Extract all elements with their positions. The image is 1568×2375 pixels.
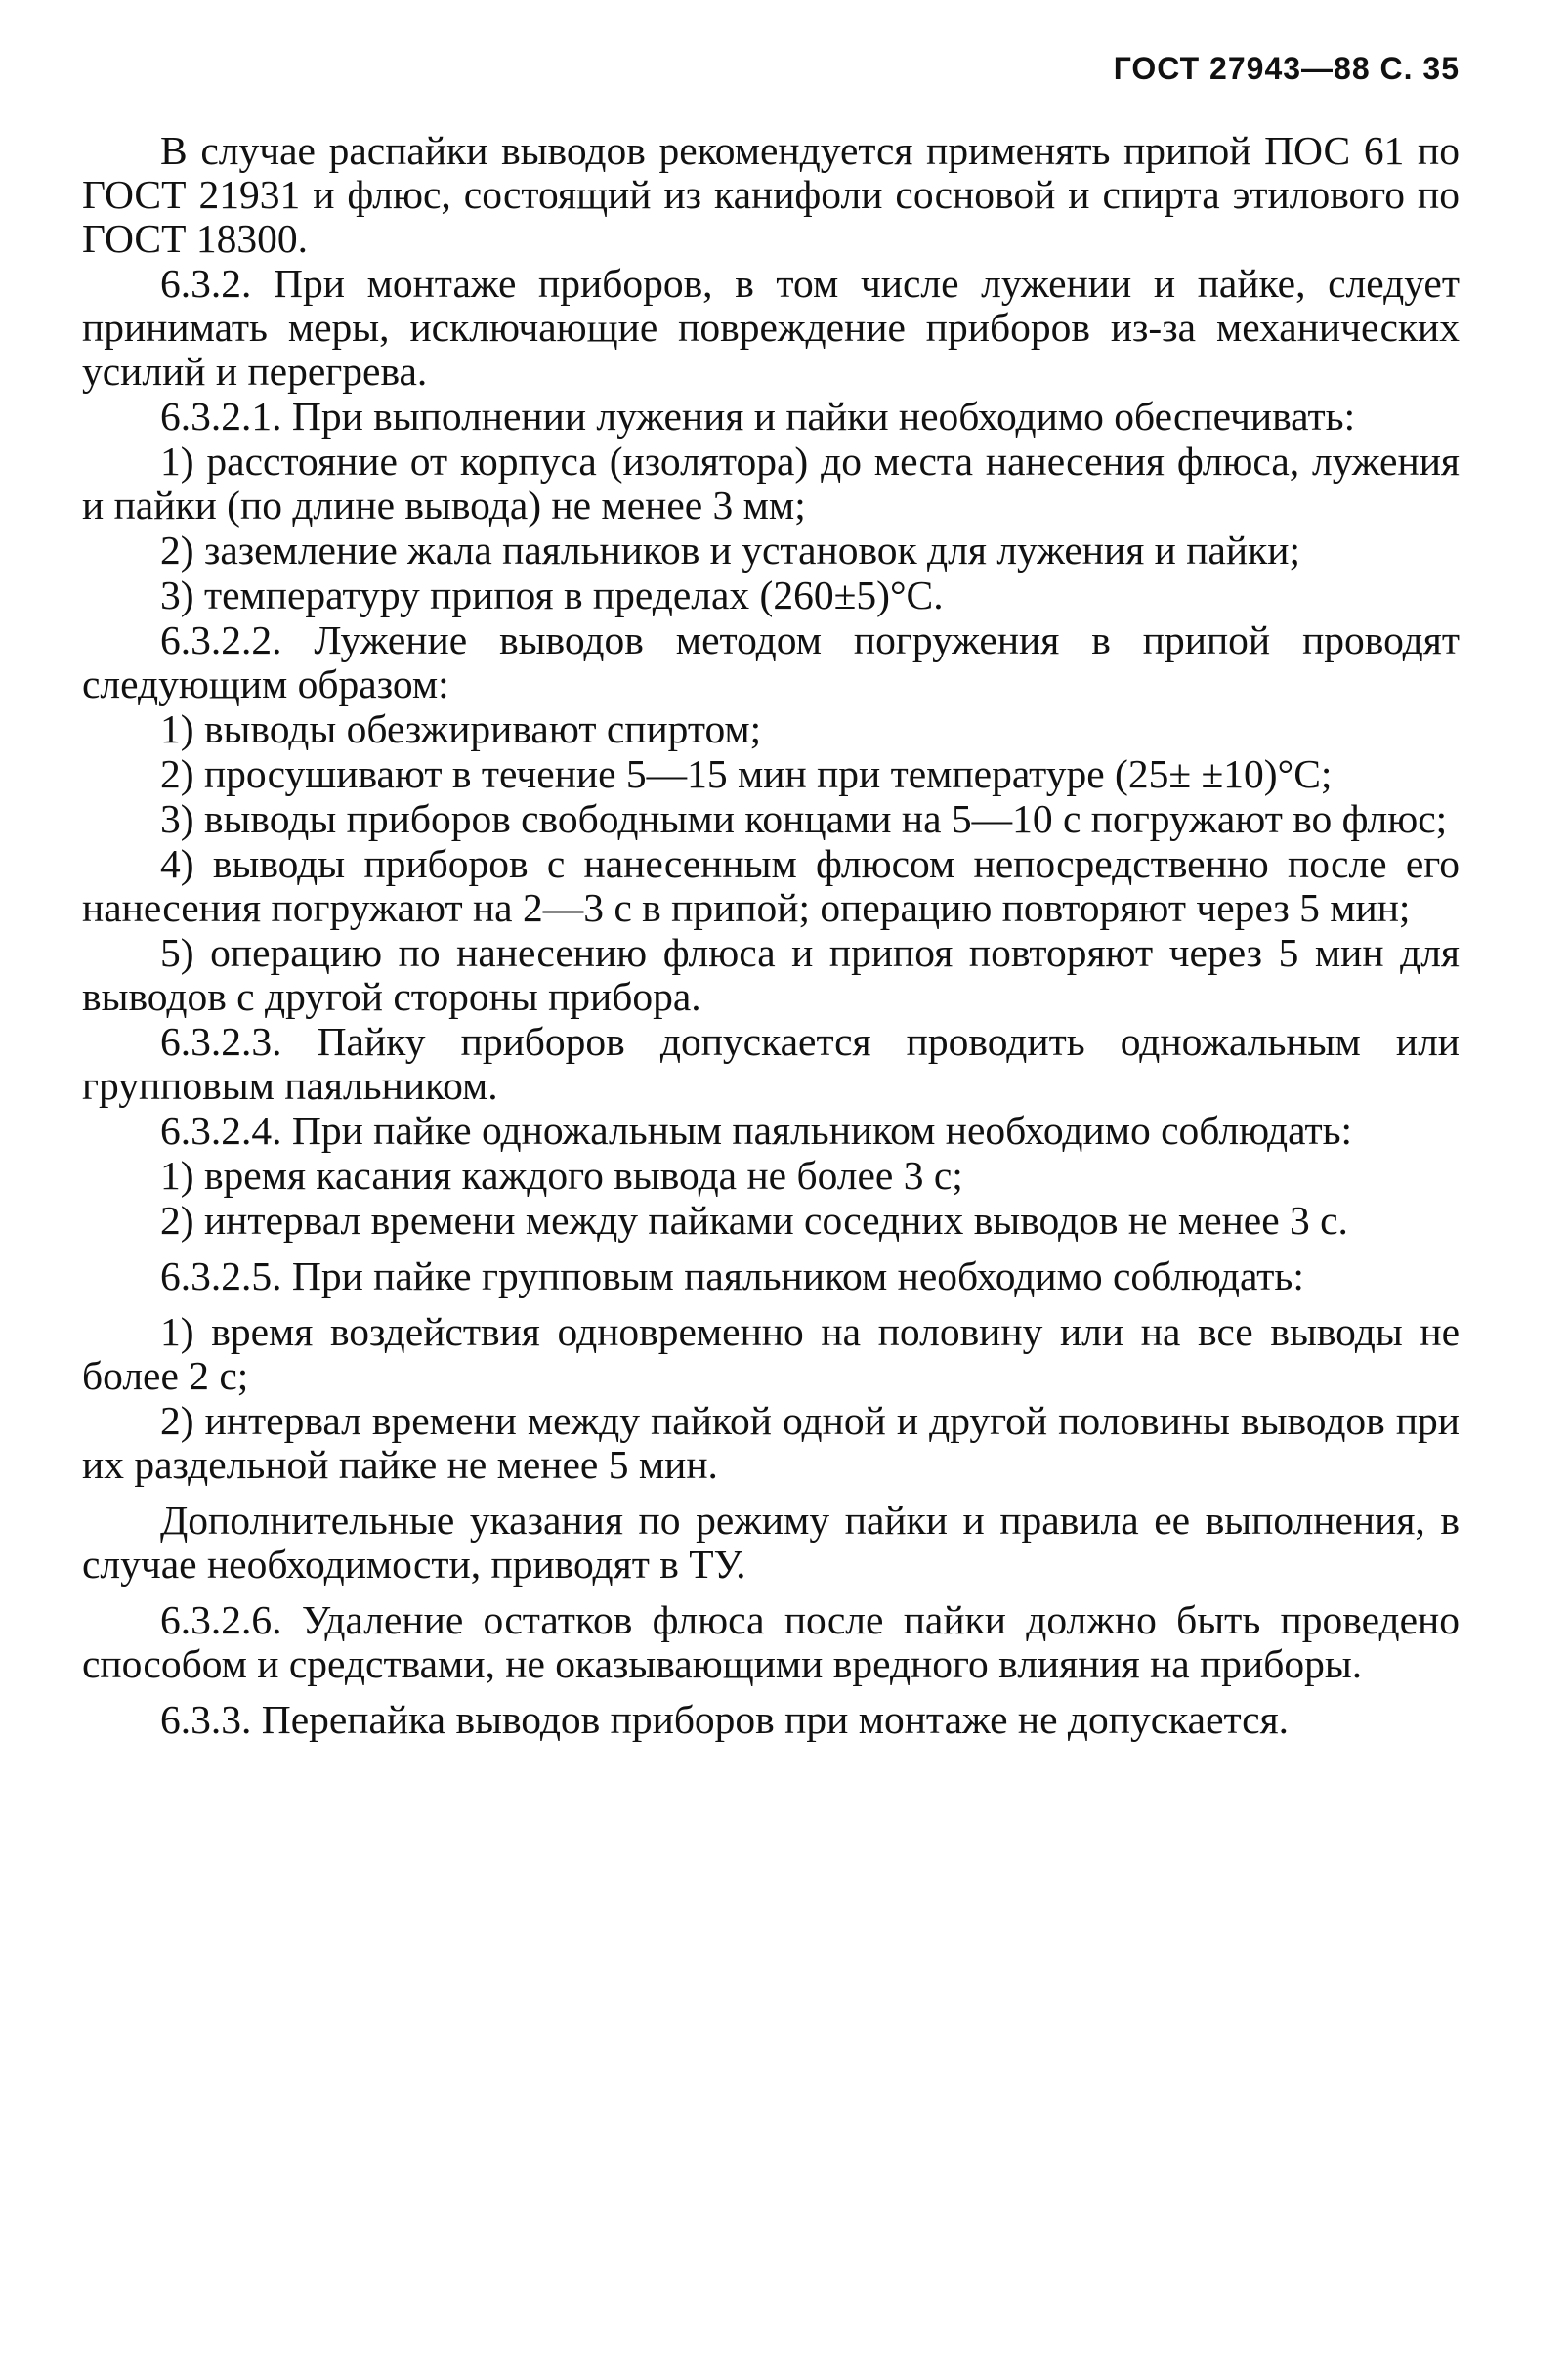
list-item: 5) операцию по нанесению флюса и припоя повторяют через 5 мин для выводов с другой стороны прибора. <box>82 930 1460 1019</box>
list-item: 1) время касания каждого вывода не более 3 с; <box>160 1153 963 1198</box>
list-item: 2) заземление жала паяльников и установок для лужения и пайки; <box>160 528 1301 573</box>
paragraph-6-3-2-6: 6.3.2.6. Удаление остатков флюса после пайки должно быть проведено способом и средствами, не оказывающими вредного влияния на приборы. <box>82 1597 1460 1686</box>
list-item: 3) температуру припоя в пределах (260±5)°С. <box>160 573 944 617</box>
list-item: 3) выводы приборов свободными концами на 5—10 с погружают во флюс; <box>160 796 1448 841</box>
list-item: 1) расстояние от корпуса (изолятора) до места нанесения флюса, лужения и пайки (по длине вывода) не менее 3 мм; <box>82 439 1460 528</box>
paragraph-6-3-2-3: 6.3.2.3. Пайку приборов допускается проводить одножальным или групповым паяльником. <box>82 1019 1460 1108</box>
running-header: ГОСТ 27943—88 С. 35 <box>1113 51 1460 86</box>
paragraph-6-3-2-1: 6.3.2.1. При выполнении лужения и пайки необходимо обеспечивать: <box>160 394 1356 439</box>
list-item: 1) время воздействия одновременно на половину или на все выводы не более 2 с; <box>82 1309 1460 1398</box>
paragraph-6-3-2: 6.3.2. При монтаже приборов, в том числе лужении и пайке, следует принимать меры, исключающие повреждение приборов из-за механических усилий и перегрева. <box>82 261 1460 394</box>
list-item: 2) интервал времени между пайкой одной и другой половины выводов при их раздельной пайке не менее 5 мин. <box>82 1398 1460 1487</box>
paragraph-soldering-materials: В случае распайки выводов рекомендуется применять припой ПОС 61 по ГОСТ 21931 и флюс, состоящий из канифоли сосновой и спирта этилового по ГОСТ 18300. <box>82 128 1460 261</box>
list-item: 2) интервал времени между пайками соседних выводов не менее 3 с. <box>160 1198 1348 1243</box>
paragraph-6-3-2-5: 6.3.2.5. При пайке групповым паяльником необходимо соблюдать: <box>160 1253 1304 1298</box>
paragraph-6-3-2-4: 6.3.2.4. При пайке одножальным паяльником необходимо соблюдать: <box>160 1108 1353 1153</box>
document-body <box>82 129 1460 1742</box>
list-item: 1) выводы обезжиривают спиртом; <box>160 706 762 751</box>
paragraph-6-3-2-2: 6.3.2.2. Лужение выводов методом погружения в припой проводят следующим образом: <box>82 617 1460 706</box>
paragraph-6-3-3: 6.3.3. Перепайка выводов приборов при монтаже не допускается. <box>160 1697 1290 1742</box>
list-item: 4) выводы приборов с нанесенным флюсом непосредственно после его нанесения погружают на 2—3 с в припой; операцию повторяют через 5 мин; <box>82 841 1460 930</box>
document-page <box>82 49 1460 1743</box>
list-item: 2) просушивают в течение 5—15 мин при температуре (25± ±10)°С; <box>160 751 1333 796</box>
paragraph-additional-instructions: Дополнительные указания по режиму пайки и правила ее выполнения, в случае необходимости, приводят в ТУ. <box>82 1498 1460 1587</box>
